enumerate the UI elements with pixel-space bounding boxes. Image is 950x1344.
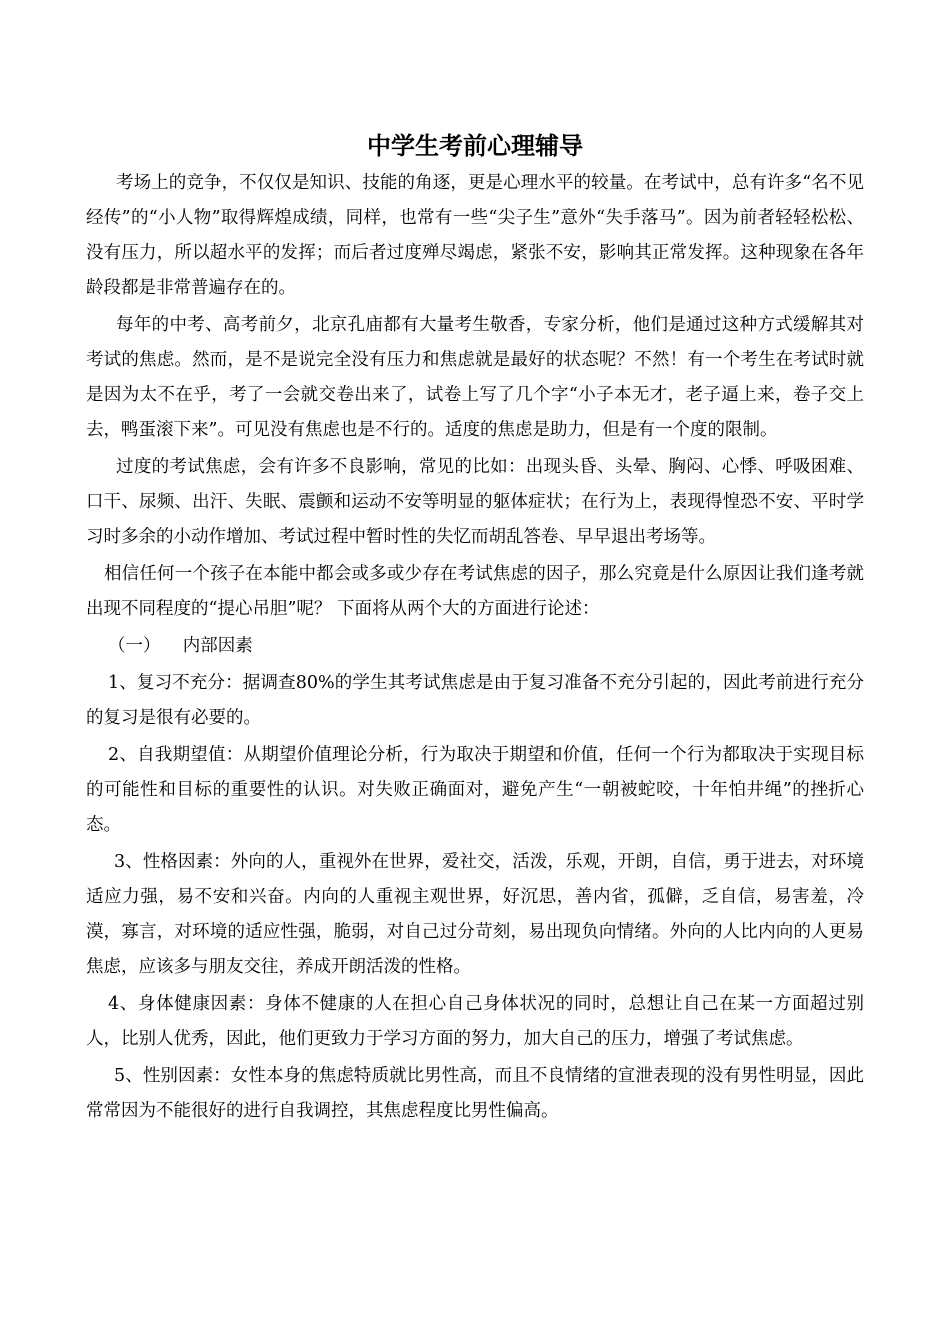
paragraph-confucius-temple: 每年的中考、高考前夕，北京孔庙都有大量考生敬香，专家分析，他们是通过这种方式缓解其对考试的焦虑。然而，是不是说完全没有压力和焦虑就是最好的状态呢？不然！有一个考生在考试时就是因为太不在乎，考了一会就交卷出来了，试卷上写了几个字“小子本无才，老子逼上来，卷子交上去，鸭蛋滚下来”。可见没有焦虑也是不行的。适度的焦虑是助力，但是有一个度的限制。 [86, 315, 864, 440]
paragraph-intro: 考场上的竞争，不仅仅是知识、技能的角逐，更是心理水平的较量。在考试中，总有许多“名不见经传”的“小人物”取得辉煌成绩，同样，也常有一些“尖子生”意外“失手落马”。因为前者轻轻松松、没有压力，所以超水平的发挥；而后者过度殚尽竭虑，紧张不安，影响其正常发挥。这种现象在各年龄段都是非常普遍存在的。 [86, 173, 864, 298]
list-item-review: 1、复习不充分：据调查80%的学生其考试焦虑是由于复习准备不充分引起的，因此考前进行充分的复习是很有必要的。 [86, 673, 864, 728]
section-heading-internal-factors: （一） 内部因素 [108, 636, 253, 656]
paragraph-transition: 相信任何一个孩子在本能中都会或多或少存在考试焦虑的因子，那么究竟是什么原因让我们逢考就出现不同程度的“提心吊胆”呢？ 下面将从两个大的方面进行论述： [86, 564, 864, 619]
list-item-personality: 3、性格因素：外向的人，重视外在世界，爱社交，活泼，乐观，开朗，自信，勇于进去，对环境适应力强，易不安和兴奋。内向的人重视主观世界，好沉思，善内省，孤僻，乏自信，易害羞，冷漠，寡言，对环境的适应性强，脆弱，对自己过分苛刻，易出现负向情绪。外向的人比内向的人更易焦虑，应该多与朋友交往，养成开朗活泼的性格。 [86, 852, 864, 977]
paragraph-excessive-anxiety: 过度的考试焦虑，会有许多不良影响，常见的比如：出现头昏、头晕、胸闷、心悸、呼吸困难、口干、尿频、出汗、失眠、震颤和运动不安等明显的躯体症状；在行为上，表现得惶恐不安、平时学习时多余的小动作增加、考试过程中暂时性的失忆而胡乱答卷、早早退出考场等。 [86, 457, 864, 547]
list-item-self-expectation: 2、自我期望值：从期望价值理论分析，行为取决于期望和价值，任何一个行为都取决于实现目标的可能性和目标的重要性的认识。对失败正确面对，避免产生“一朝被蛇咬，十年怕井绳”的挫折心态。 [86, 745, 864, 835]
list-item-gender: 5、性别因素：女性本身的焦虑特质就比男性高，而且不良情绪的宣泄表现的没有男性明显，因此常常因为不能很好的进行自我调控，其焦虑程度比男性偏高。 [86, 1066, 864, 1121]
list-item-health: 4、身体健康因素：身体不健康的人在担心自己身体状况的同时，总想让自己在某一方面超过别人，比别人优秀，因此，他们更致力于学习方面的努力，加大自己的压力，增强了考试焦虑。 [86, 994, 864, 1049]
document-title: 中学生考前心理辅导 [367, 132, 583, 160]
